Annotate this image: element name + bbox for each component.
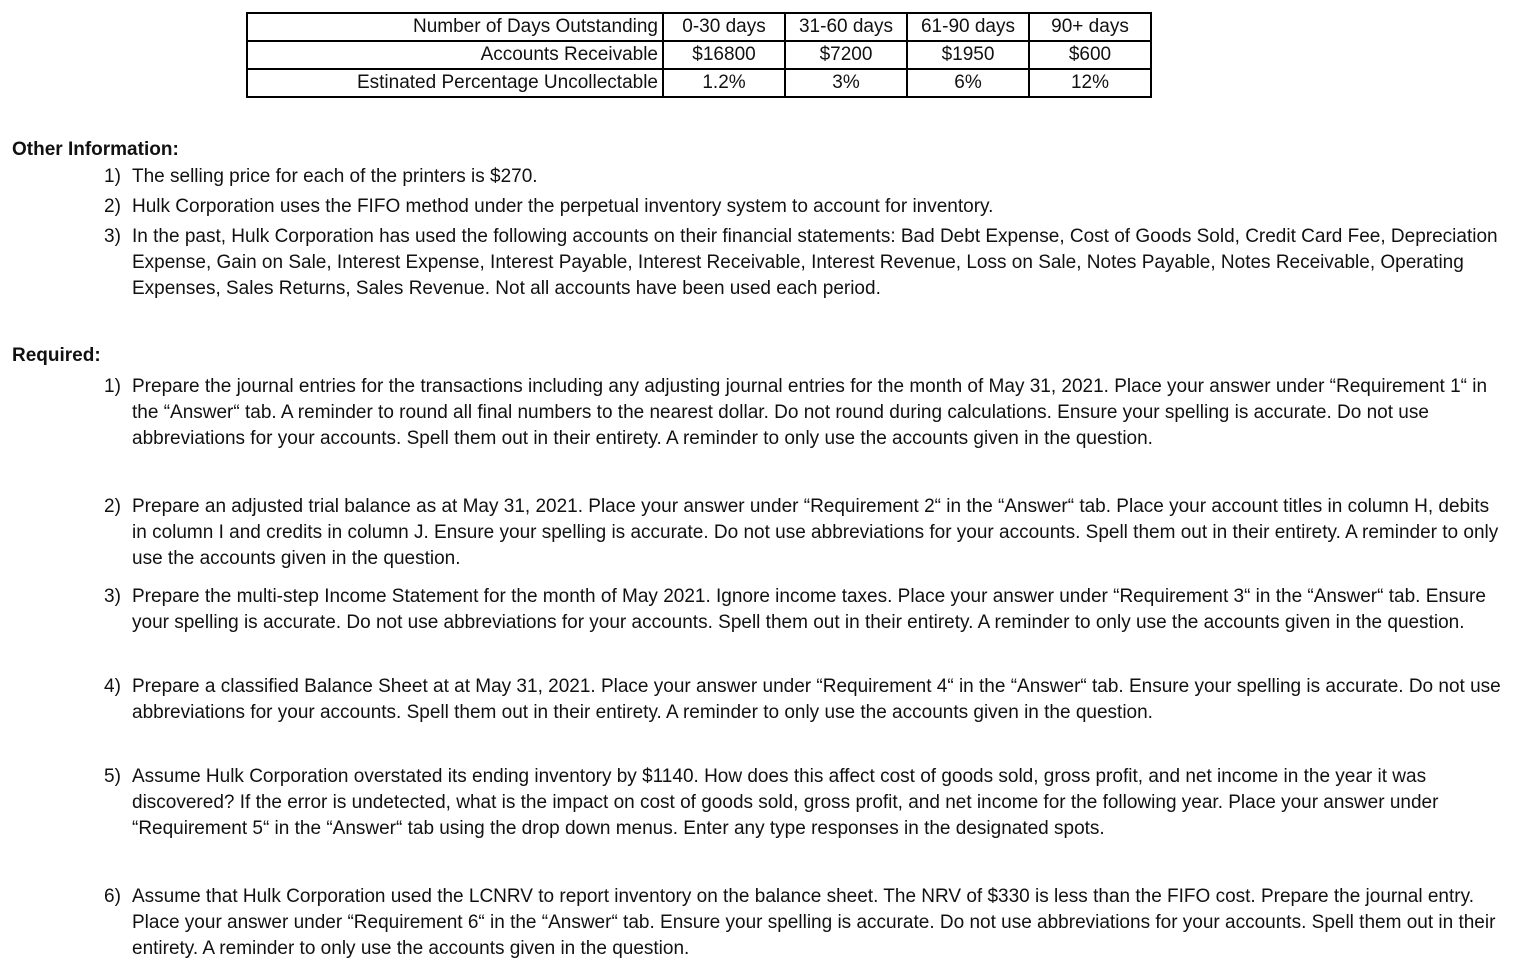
required-item-4 xyxy=(104,674,1504,726)
other-info-item-2 xyxy=(104,194,1504,220)
list-text: Prepare an adjusted trial balance as at May 31, 2021. Place your answer under “Requirement 2“ in the “Answer“ tab. Place your account titles in column H, debits in column I and credits in column J. Ensure your spelling is accurate. Do not use abbreviations for your accounts. Spell them out in their entirety. A reminder to only use the accounts given in the question. xyxy=(132,496,1499,569)
table-cell: $600 xyxy=(1029,41,1151,69)
other-info-item-3 xyxy=(104,224,1504,302)
list-number: 1) xyxy=(104,376,121,397)
list-text: In the past, Hulk Corporation has used the following accounts on their financial statements: Bad Debt Expense, Cost of Goods Sold, Credit Card Fee, Depreciation Expense, Gain on Sale, Interest Expense, Interest Payable, Interest Receivable, Interest Revenue, Loss on Sale, Notes Payable, Notes Receivable, Operating Expenses, Sales Returns, Sales Revenue. Not all accounts have been used each period. xyxy=(132,226,1498,299)
list-text: Prepare the journal entries for the transactions including any adjusting journal entries for the month of May 31, 2021. Place your answer under “Requirement 1“ in the “Answer“ tab. A reminder to round all final numbers to the nearest dollar. Do not round during calculations. Ensure your spelling is accurate. Do not use abbreviations for your accounts. Spell them out in their entirety. A reminder to only use the accounts given in the question. xyxy=(132,376,1488,449)
list-text: Assume Hulk Corporation overstated its ending inventory by $1140. How does this affect cost of goods sold, gross profit, and net income in the year it was discovered? If the error is undetected, what is the impact on cost of goods sold, gross profit, and net income for the following year. Place your answer under “Requirement 5“ in the “Answer“ tab using the drop down menus. Enter any type responses in the designated spots. xyxy=(132,766,1439,839)
header-col-31-60: 31-60 days xyxy=(785,13,907,41)
table-cell: 1.2% xyxy=(663,69,785,97)
list-number: 4) xyxy=(104,676,121,697)
table-row-accounts-receivable xyxy=(247,41,1151,69)
list-text: The selling price for each of the printers is $270. xyxy=(132,166,538,187)
table-cell: 3% xyxy=(785,69,907,97)
header-col-0-30: 0-30 days xyxy=(663,13,785,41)
list-number: 6) xyxy=(104,886,121,907)
list-text: Assume that Hulk Corporation used the LCNRV to report inventory on the balance sheet. The NRV of $330 is less than the FIFO cost. Prepare the journal entry. Place your answer under “Requirement 6“ in the “Answer“ tab. Ensure your spelling is accurate. Do not use abbreviations for your accounts. Spell them out in their entirety. A reminder to only use the accounts given in the question. xyxy=(132,886,1496,959)
table-cell: $1950 xyxy=(907,41,1029,69)
required-item-1 xyxy=(104,374,1504,452)
required-item-6 xyxy=(104,884,1504,962)
list-text: Prepare the multi-step Income Statement for the month of May 2021. Ignore income taxes. Place your answer under “Requirement 3“ in the “Answer“ tab. Ensure your spelling is accurate. Do not use abbreviations for your accounts. Spell them out in their entirety. A reminder to only use the accounts given in the question. xyxy=(132,586,1486,633)
required-item-2 xyxy=(104,494,1504,572)
list-number: 2) xyxy=(104,196,121,217)
row-label: Estinated Percentage Uncollectable xyxy=(247,69,663,97)
required-item-5 xyxy=(104,764,1504,842)
table-cell: 6% xyxy=(907,69,1029,97)
list-text: Prepare a classified Balance Sheet at at May 31, 2021. Place your answer under “Requirement 4“ in the “Answer“ tab. Ensure your spelling is accurate. Do not use abbreviations for your accounts. Spell them out in their entirety. A reminder to only use the accounts given in the question. xyxy=(132,676,1501,723)
table-cell: $16800 xyxy=(663,41,785,69)
list-number: 1) xyxy=(104,166,121,187)
list-number: 3) xyxy=(104,586,121,607)
list-text: Hulk Corporation uses the FIFO method under the perpetual inventory system to account for inventory. xyxy=(132,196,994,217)
header-col-61-90: 61-90 days xyxy=(907,13,1029,41)
required-heading: Required: xyxy=(12,345,101,366)
table-row-percentage-uncollectable xyxy=(247,69,1151,97)
table-cell: 12% xyxy=(1029,69,1151,97)
other-info-item-1 xyxy=(104,164,1504,190)
other-information-heading: Other Information: xyxy=(12,139,179,160)
required-item-3 xyxy=(104,584,1504,636)
header-col-90-plus: 90+ days xyxy=(1029,13,1151,41)
table-cell: $7200 xyxy=(785,41,907,69)
table-header-row xyxy=(247,13,1151,41)
list-number: 2) xyxy=(104,496,121,517)
row-label: Accounts Receivable xyxy=(247,41,663,69)
list-number: 5) xyxy=(104,766,121,787)
list-number: 3) xyxy=(104,226,121,247)
header-label-days-outstanding: Number of Days Outstanding xyxy=(247,13,663,41)
aging-schedule-table xyxy=(246,12,1152,98)
